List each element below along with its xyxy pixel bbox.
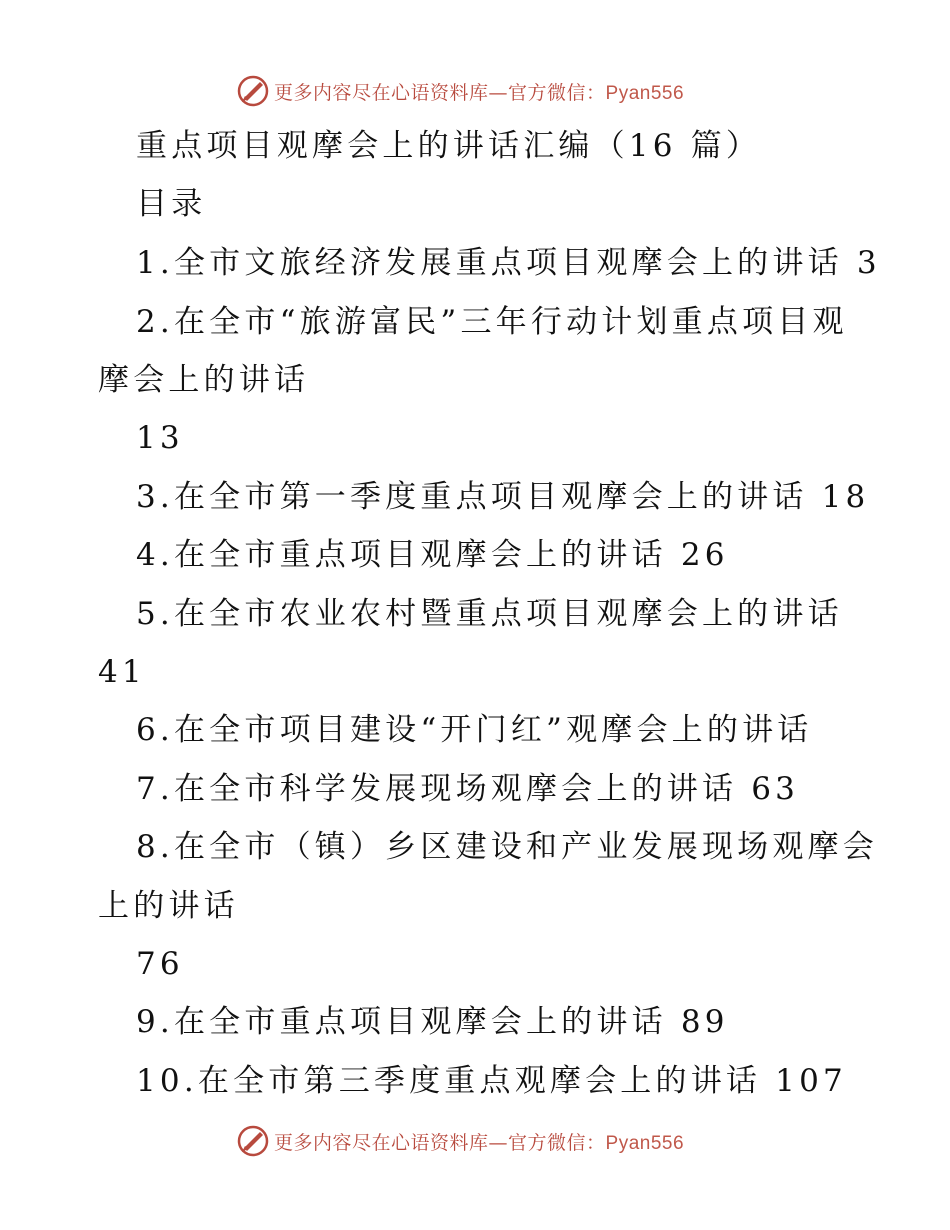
toc-line: 上的讲话: [98, 888, 239, 924]
watermark-id: Pyan556: [605, 82, 685, 104]
toc-line: 8.在全市（镇）乡区建设和产业发展现场观摩会: [136, 829, 878, 865]
toc-line: 3.在全市第一季度重点项目观摩会上的讲话 18: [136, 479, 870, 515]
toc-heading: 目录: [136, 186, 207, 222]
toc-line: 6.在全市项目建设“开门红”观摩会上的讲话: [136, 712, 813, 748]
watermark-id: Pyan556: [605, 1132, 685, 1154]
watermark-text: 更多内容尽在心语资料库—官方微信：Pyan556: [274, 1131, 685, 1154]
document-title: 重点项目观摩会上的讲话汇编（16 篇）: [136, 128, 762, 164]
watermark-text: 更多内容尽在心语资料库—官方微信：Pyan556: [274, 81, 685, 104]
footer-watermark: [236, 1124, 684, 1158]
toc-line: 13: [136, 420, 184, 456]
toc-line: 5.在全市农业农村暨重点项目观摩会上的讲话: [136, 596, 843, 632]
toc-line: 10.在全市第三季度重点观摩会上的讲话 107: [136, 1063, 847, 1099]
toc-line: 4.在全市重点项目观摩会上的讲话 26: [136, 537, 729, 573]
toc-line: 7.在全市科学发展现场观摩会上的讲话 63: [136, 771, 800, 807]
pen-logo-icon: [236, 74, 270, 108]
toc-line: 摩会上的讲话: [98, 362, 310, 398]
toc-line: 76: [136, 946, 184, 982]
pen-logo-icon: [236, 1124, 270, 1158]
toc-line: 9.在全市重点项目观摩会上的讲话 89: [136, 1004, 729, 1040]
toc-line: 41: [98, 654, 146, 690]
header-watermark: [236, 74, 684, 108]
toc-line: 1.全市文旅经济发展重点项目观摩会上的讲话 3: [136, 245, 881, 281]
toc-line: 2.在全市“旅游富民”三年行动计划重点项目观: [136, 304, 848, 340]
